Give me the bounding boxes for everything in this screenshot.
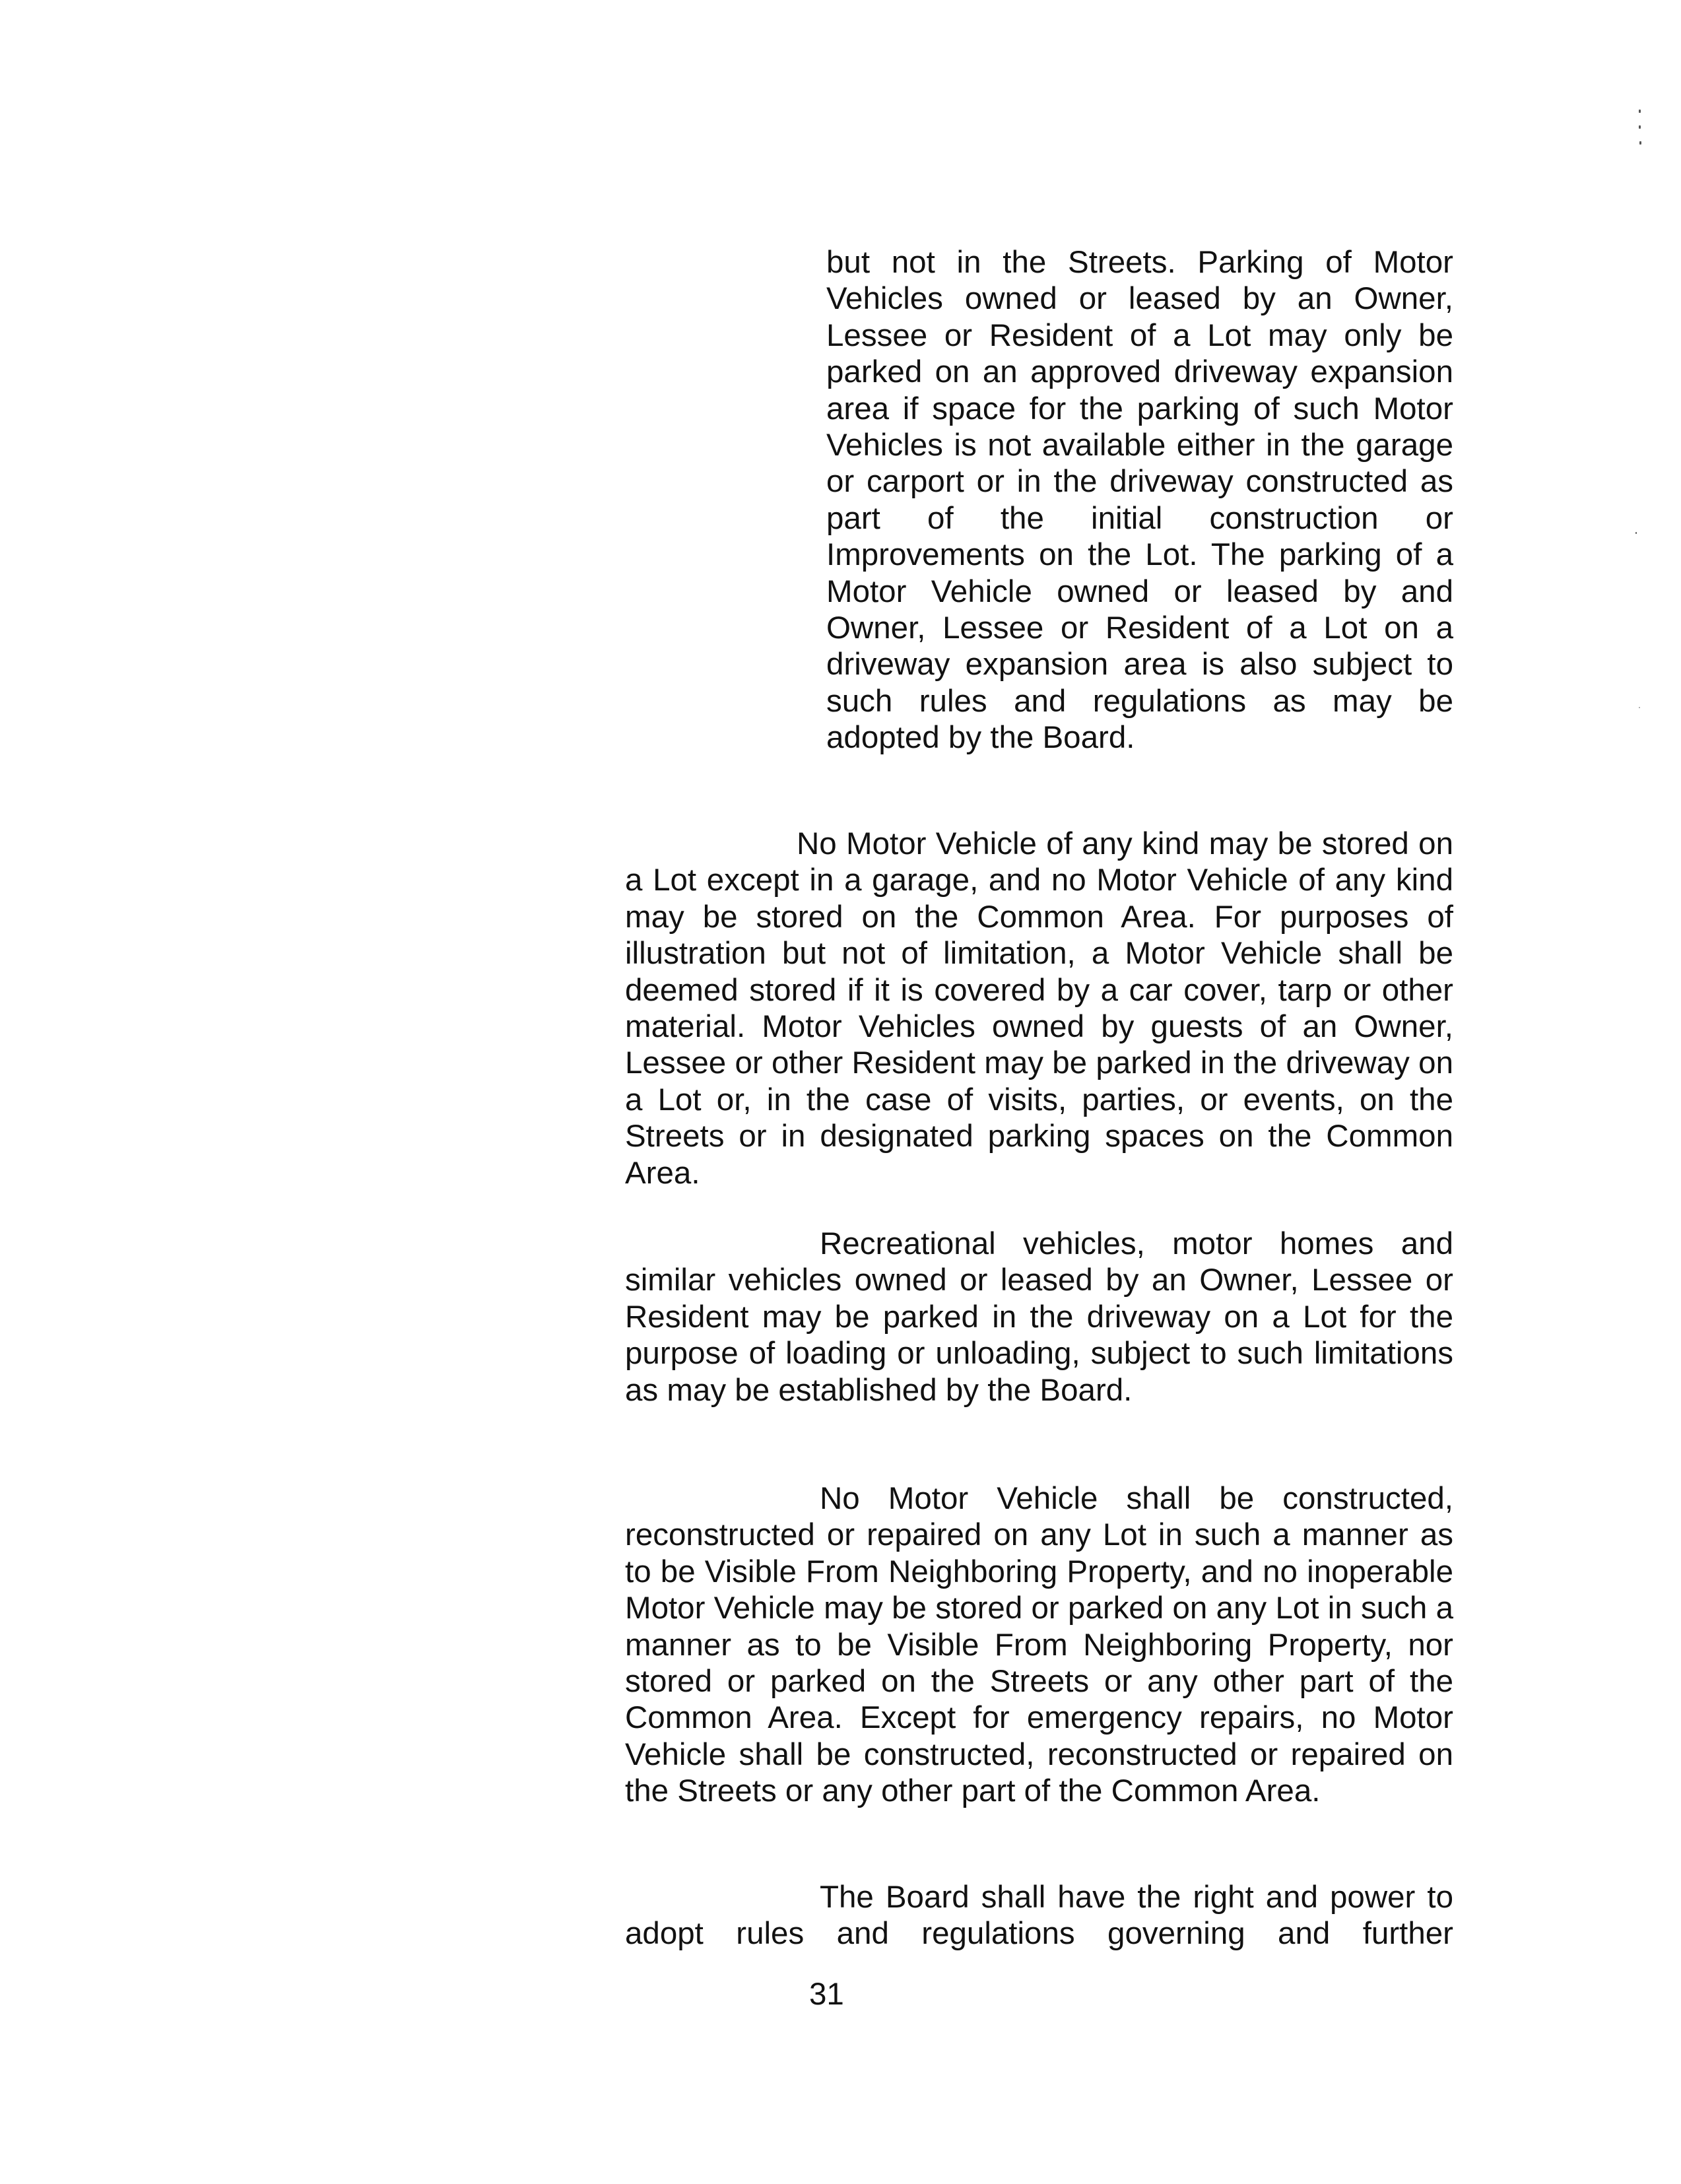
paragraph-vehicle-repairs — [625, 1480, 1453, 1810]
paragraph-text: but not in the Streets. Parking of Motor Vehicles owned or leased by an Owner, Lessee or Resident of a Lot may only be parked on an approved driveway expansion area if space for the parking of such Motor Vehicles is not available either in the garage or carport or in the driveway constructed as part of the initial construction or Improvements on the Lot. The parking of a Motor Vehicle owned or leased by and Owner, Lessee or Resident of a Lot on a driveway expansion area is also subject to such rules and regulations as may be adopted by the Board. — [826, 245, 1453, 756]
paragraph-text: The Board shall have the right and power to adopt rules and regulations governing and further — [625, 1880, 1453, 1952]
paragraph-parking-driveway-expansion — [826, 244, 1453, 756]
paragraph-text: Recreational vehicles, motor homes and similar vehicles owned or leased by an Owner, Lessee or Resident may be parked in the driveway on a Lot for the purpose of loading or unloading, subject to such limitations as may be established by the Board. — [625, 1226, 1453, 1408]
scan-speck — [1639, 110, 1641, 113]
paragraph-text: No Motor Vehicle shall be constructed, reconstructed or repaired on any Lot in such a manner as to be Visible From Neighboring Property, and no inoperable Motor Vehicle may be stored or parked on any Lot in such a manner as to be Visible From Neighboring Property, nor stored or parked on the Streets or any other part of the Common Area. Except for emergency repairs, no Motor Vehicle shall be constructed, reconstructed or repaired on the Streets or any other part of the Common Area. — [625, 1481, 1453, 1809]
page-number: 31 — [809, 1977, 844, 2012]
scan-speck — [1635, 532, 1637, 534]
paragraph-recreational-vehicles — [625, 1226, 1453, 1408]
paragraph-board-rules — [625, 1879, 1453, 1952]
scan-speck — [1639, 141, 1641, 145]
paragraph-text: No Motor Vehicle of any kind may be stored on a Lot except in a garage, and no Motor Vehicle of any kind may be stored on the Common Area. For purposes of illustration but not of limitation, a Motor Vehicle shall be deemed stored if it is covered by a car cover, tarp or other material. Motor Vehicles owned by guests of an Owner, Lessee or other Resident may be parked in the driveway on a Lot or, in the case of visits, parties, or events, on the Streets or in designated parking spaces on the Common Area. — [625, 826, 1453, 1191]
paragraph-vehicle-storage — [625, 826, 1453, 1191]
scan-speck — [1639, 125, 1641, 129]
scan-speck — [1639, 707, 1640, 708]
